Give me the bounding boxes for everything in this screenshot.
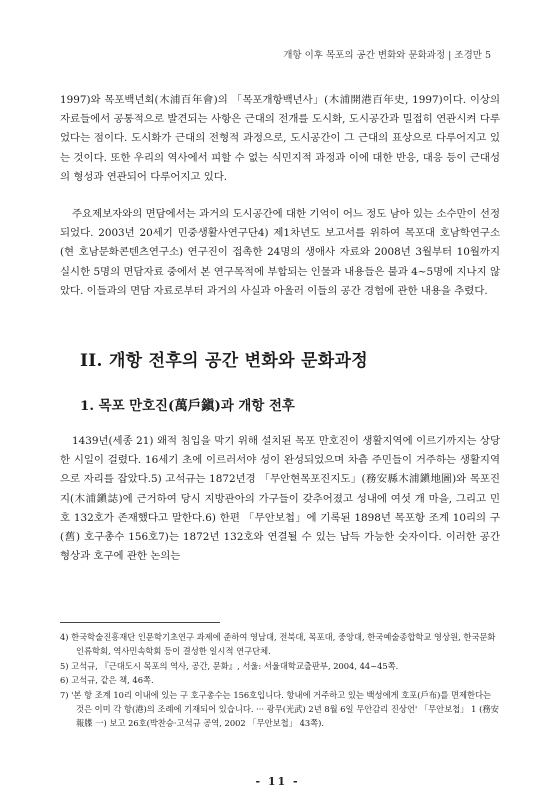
footnote-5: 5) 고석규, 『근대도시 목포의 역사, 공간, 문화』, 서울: 서울대학교출판부, 2004, 44~45쪽.: [60, 660, 399, 671]
section-heading: II. 개항 전후의 공간 변화와 문화과정: [80, 351, 368, 371]
page-number: - 11 -: [255, 775, 300, 788]
running-head: 개항 이후 목포의 공간 변화와 문화과정 | 조경만 5: [283, 50, 491, 61]
body-paragraph-2: [60, 205, 500, 301]
footnote-6: 6) 고석규, 같은 책, 46쪽.: [60, 675, 154, 686]
body-paragraph-3: [60, 432, 500, 566]
footnote-4: 4) 한국학술진흥재단 인문학기초연구 과제에 준하여 영남대, 전북대, 목포대, 중앙대, 한국예술종합학교 영상원, 한국문화인류학회, 역사민속학회 등이 결성한 일시적 연구단체.: [60, 632, 496, 657]
paragraph-text: 1997)와 목포백년회(木浦百年會)의 「목포개항백년사」(木浦開港百年史, 1997)이다. 이상의 자료들에서 공통적으로 발견되는 사항은 근대의 전개를 도시화, 도시공간과 밀접히 연관시켜 다루었다는 점이다. 도시화가 근대의 전형적 과정으로, 도시공간이 그 근대의 표상으로 다루어지고 있는 것이다. 또한 우리의 역사에서 피할 수 없는 식민지적 과정과 이에 대한 반응, 대응 등이 근대성의 형성과 연관되어 다루어지고 있다.: [60, 94, 500, 183]
footnote-divider: [60, 622, 220, 623]
subsection-heading: 1. 목포 만호진(萬戶鎭)과 개항 전후: [80, 398, 295, 414]
paragraph-text: 주요제보자와의 면담에서는 과거의 도시공간에 대한 기억이 어느 정도 남아 있는 소수만이 선정되었다. 2003년 20세기 민중생활사연구단4) 제1차년도 보고서를 위하여 목포대 호남학연구소(현 호남문화콘텐츠연구소) 연구진이 접촉한 24명의 생애사 자료와 2008년 3월부터 10월까지 실시한 5명의 면담자료 중에서 본 연구목적에 부합되는 인물과 내용들은 불과 4~5명에 지나지 않았다. 이들과의 면담 자료로부터 과거의 사실과 아울러 이들의 공간 경험에 관한 내용을 추렸다.: [60, 208, 500, 297]
body-paragraph-1: [60, 91, 500, 187]
footnotes: [60, 630, 500, 731]
footnote-7: 7) '본 항 조계 10리 이내에 있는 구 호구총수는 156호입니다. 항내에 거주하고 있는 백성에게 호포(戶布)를 면제한다는 것은 이미 각 항(港)의 조례에 기재되어 있습니다. ··· 광무(光武) 2년 8월 6일 무안감리 진상언' 「무안보첩」 1 (務安報牒 一) 보고 26호(박찬승·고석규 공역, 2002 「무안보첩」 43쪽).: [60, 689, 499, 729]
paragraph-text: 1439년(세종 21) 왜적 침입을 막기 위해 설치된 목포 만호진이 생활지역에 이르기까지는 상당한 시일이 걸렸다. 16세기 초에 이르러서야 성이 완성되었으며 차츰 주민들이 거주하는 생활지역으로 자리를 잡았다.5) 고석규는 1872년경 「무안현목포진지도」(務安縣木浦鎭地圖)와 목포진지(木浦鎭誌)에 근거하여 당시 지방관아의 가구들이 갖추어졌고 성내에 여섯 개 마을, 그리고 민호 132호가 존재했다고 말한다.6) 한편 「무안보첩」에 기록된 1898년 목포항 조계 10리의 구(舊) 호구총수 156호7)는 1872년 132호와 연결될 수 있는 납득 가능한 숫자이다. 이러한 공간 형상과 호구에 관한 논의는: [60, 435, 500, 563]
